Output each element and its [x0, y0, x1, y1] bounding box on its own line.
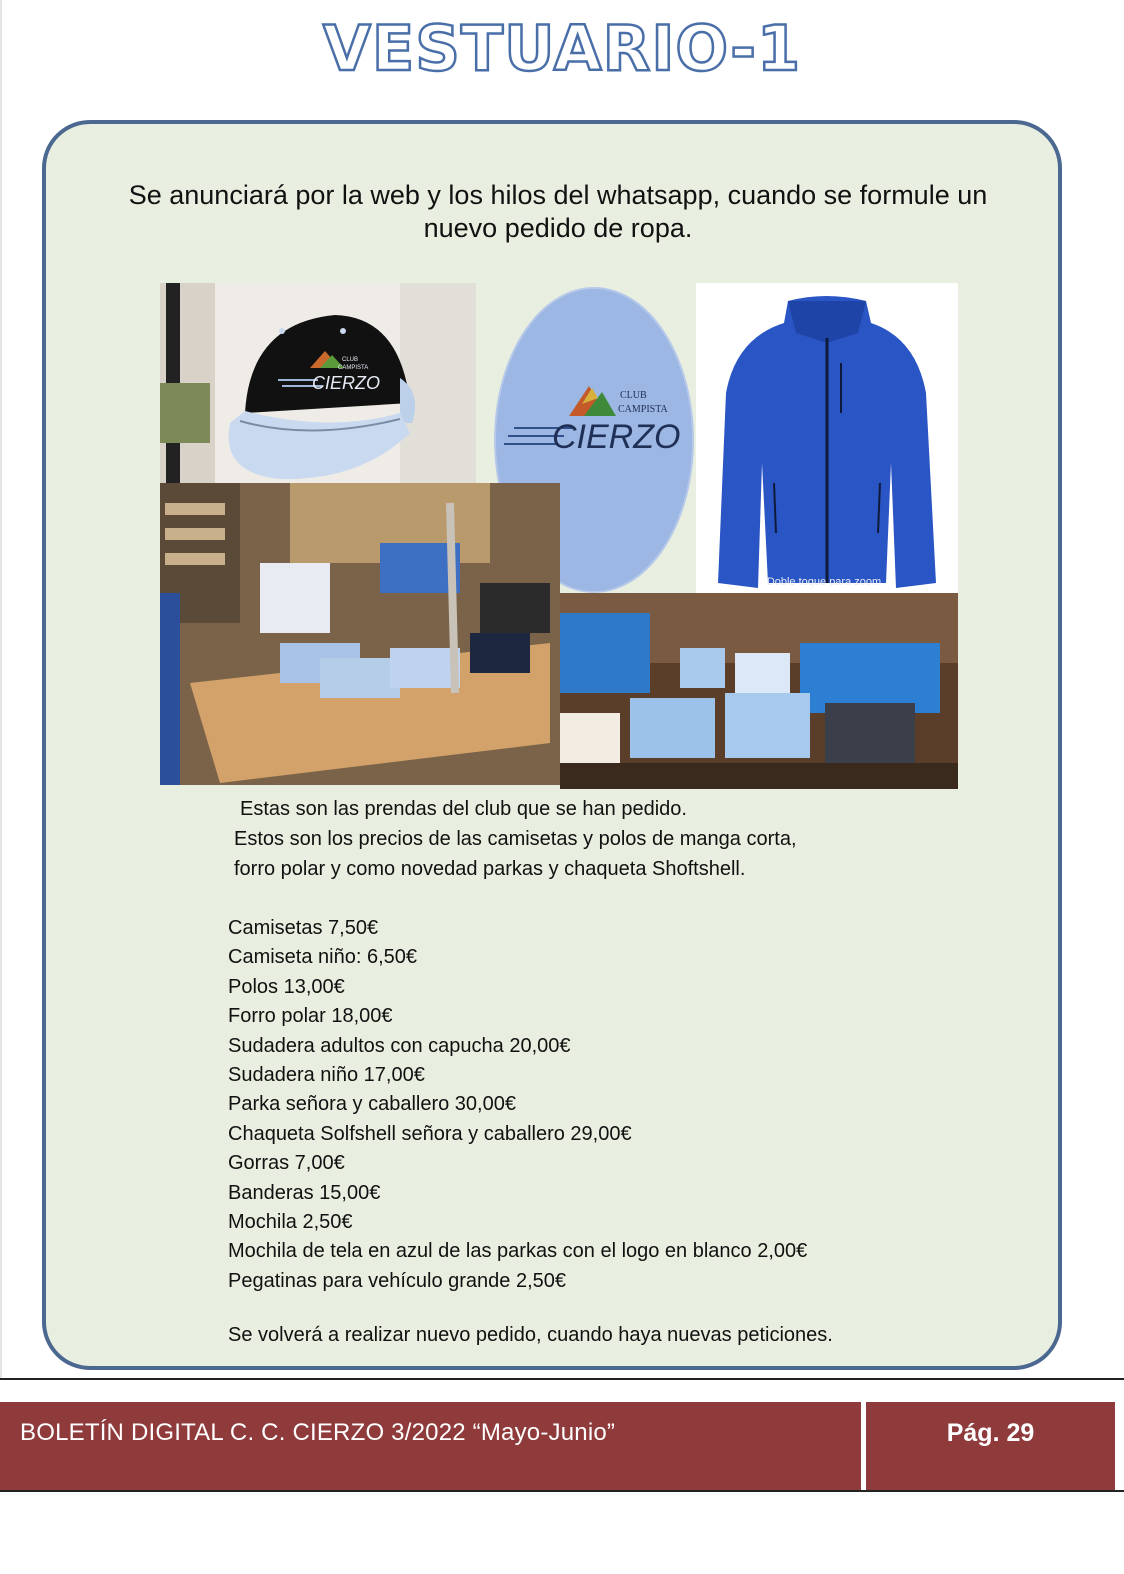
price-item: Camiseta niño: 6,50€ [228, 946, 418, 969]
price-item: Mochila 2,50€ [228, 1211, 353, 1234]
page-title: VESTUARIO-1 [322, 12, 802, 85]
price-item: Banderas 15,00€ [228, 1181, 381, 1204]
price-item: Sudadera niño 17,00€ [228, 1064, 425, 1087]
cap-logo-small: CLUB [342, 357, 359, 363]
cap-photo [160, 283, 476, 483]
caption-line: Estos son los precios de las camisetas y polos de manga corta, [234, 828, 797, 850]
intro-text: Se anunciará por la web y los hilos del whatsapp, cuando se formule un nuevo pedido de ropa. [128, 180, 988, 243]
price-list [228, 914, 1008, 1296]
price-item: Polos 13,00€ [228, 975, 345, 998]
jacket-overlay-text: Doble toque para zoom [766, 576, 882, 588]
page-number: Pág. 29 [946, 1419, 1035, 1447]
price-item: Pegatinas para vehículo grande 2,50€ [228, 1269, 567, 1292]
folded-clothes-photo [560, 593, 958, 789]
store-table-photo [160, 483, 560, 785]
caption [234, 794, 994, 884]
content-panel [42, 120, 1062, 1370]
caption-line: Estas son las prendas del club que se han pedido. [240, 798, 687, 820]
store-table-drawing [160, 483, 560, 785]
footer-rule-bottom [0, 1490, 1124, 1492]
polo-logo-small2: CAMPISTA [618, 404, 668, 415]
polo-logo-small: CLUB [620, 390, 647, 401]
cap-photo-drawing [160, 283, 476, 483]
jacket-drawing [696, 283, 958, 593]
price-item: Parka señora y caballero 30,00€ [228, 1093, 516, 1116]
page-edge [0, 0, 2, 1378]
price-item: Chaqueta Solfshell señora y caballero 29,00€ [228, 1122, 632, 1145]
price-item: Forro polar 18,00€ [228, 1005, 393, 1028]
caption-line: forro polar y como novedad parkas y chaqueta Shoftshell. [234, 858, 746, 880]
price-item: Sudadera adultos con capucha 20,00€ [228, 1034, 571, 1057]
footer-bar [0, 1402, 1115, 1490]
folded-clothes-drawing [560, 593, 958, 789]
polo-logo-text: CIERZO [552, 418, 681, 456]
cap-logo-text: CIERZO [312, 373, 381, 393]
footer-rule-top [0, 1378, 1124, 1380]
price-item: Gorras 7,00€ [228, 1152, 345, 1175]
jacket-photo [696, 283, 958, 593]
price-item: Camisetas 7,50€ [228, 917, 379, 939]
cap-logo-small2: CAMPISTA [338, 365, 369, 371]
footer-publication: BOLETÍN DIGITAL C. C. CIERZO 3/2022 “Mayo-Junio” [20, 1419, 616, 1446]
price-item: Mochila de tela en azul de las parkas con el logo en blanco 2,00€ [228, 1240, 808, 1263]
closing-text: Se volverá a realizar nuevo pedido, cuando haya nuevas peticiones. [228, 1324, 833, 1346]
